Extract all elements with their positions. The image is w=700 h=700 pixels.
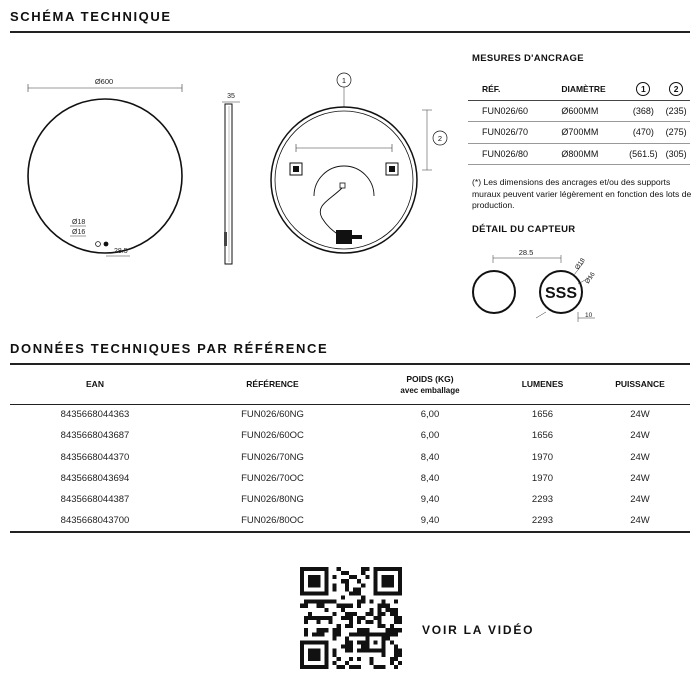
cell-lumens: 1656 bbox=[531, 430, 554, 442]
cell-power: 24W bbox=[630, 451, 650, 463]
cell-ref: FUN026/80OC bbox=[180, 510, 365, 531]
tech-rule bbox=[10, 363, 690, 365]
anchor-dim-2: (235) bbox=[662, 100, 690, 122]
cell-weight: 8,40 bbox=[420, 451, 440, 463]
anchor-ref: FUN026/60 bbox=[468, 100, 547, 122]
rear-view bbox=[271, 73, 447, 253]
front-diameter-label: Ø600 bbox=[94, 77, 114, 86]
anchor-dim-2: (275) bbox=[662, 122, 690, 144]
sensor-ring bbox=[473, 271, 515, 313]
anchor-dim-1: (470) bbox=[625, 122, 663, 144]
col-ean: EAN bbox=[10, 366, 180, 404]
anchor-table bbox=[468, 78, 690, 165]
cell-ean: 8435668043687 bbox=[60, 430, 130, 442]
col-power: PUISSANCE bbox=[590, 366, 690, 404]
cell-ref: FUN026/80NG bbox=[241, 494, 304, 506]
side-view bbox=[222, 93, 240, 264]
anchor-title: MESURES D'ANCRAGE bbox=[472, 53, 584, 64]
sensor-d18-label: Ø18 bbox=[573, 257, 587, 272]
sensor-title: DÉTAIL DU CAPTEUR bbox=[472, 224, 576, 235]
cell-lumens: 2293 bbox=[531, 494, 554, 506]
tech-table bbox=[10, 366, 690, 533]
marker-1-badge: 1 bbox=[636, 82, 650, 96]
table-row bbox=[10, 447, 690, 468]
anchor-ref: FUN026/80 bbox=[468, 143, 547, 165]
cell-power: 24W bbox=[590, 510, 690, 531]
technical-drawing bbox=[0, 40, 460, 280]
marker-2-badge: 2 bbox=[669, 82, 683, 96]
schema-title: SCHÉMA TECHNIQUE bbox=[10, 9, 172, 24]
watch-video-link[interactable]: VOIR LA VIDÉO bbox=[422, 623, 535, 637]
cell-ref: FUN026/60NG bbox=[241, 409, 304, 421]
cell-ref: FUN026/60OC bbox=[241, 430, 304, 442]
cell-power: 24W bbox=[630, 430, 650, 442]
sensor-hole-1 bbox=[96, 242, 101, 247]
tech-title: DONNÉES TECHNIQUES PAR RÉFÉRENCE bbox=[10, 341, 329, 356]
front-view bbox=[28, 77, 182, 256]
anchor-ref: FUN026/70 bbox=[468, 122, 547, 144]
anchor-header-1 bbox=[625, 78, 663, 100]
cell-power: 24W bbox=[630, 473, 650, 485]
cell-lumens: 2293 bbox=[495, 510, 590, 531]
table-row bbox=[10, 468, 690, 489]
cell-ean: 8435668043694 bbox=[60, 473, 130, 485]
anchor-row bbox=[468, 100, 690, 122]
cell-ref: FUN026/70NG bbox=[241, 451, 304, 463]
cell-ean: 8435668044363 bbox=[60, 409, 130, 421]
qr-code-icon[interactable] bbox=[300, 567, 402, 669]
sensor-spacing-label: 28.5 bbox=[518, 248, 534, 257]
anchor-header-ref: RÉF. bbox=[468, 78, 547, 100]
table-row bbox=[10, 425, 690, 446]
hole-d18-label: Ø18 bbox=[72, 219, 86, 226]
cell-ean: 8435668044387 bbox=[60, 494, 130, 506]
anchor-diameter: Ø700MM bbox=[547, 122, 624, 144]
anchor-dim-1: (368) bbox=[625, 100, 663, 122]
anchor-header-2 bbox=[662, 78, 690, 100]
schema-rule bbox=[10, 31, 690, 33]
cell-weight: 6,00 bbox=[420, 409, 440, 421]
cell-ean: 8435668044370 bbox=[60, 451, 130, 463]
marker-1-label: 1 bbox=[341, 76, 347, 85]
anchor-diameter: Ø600MM bbox=[547, 100, 624, 122]
table-row bbox=[10, 489, 690, 510]
offset-label: 28.5 bbox=[114, 248, 128, 255]
table-row bbox=[10, 404, 690, 425]
sensor-hole-2 bbox=[104, 242, 109, 247]
col-weight-sub: avec emballage bbox=[400, 385, 460, 395]
cell-weight: 9,40 bbox=[365, 510, 495, 531]
cell-ean: 8435668043700 bbox=[10, 510, 180, 531]
cell-ref: FUN026/70OC bbox=[241, 473, 304, 485]
sensor-d10-label: 10 bbox=[585, 312, 593, 319]
cell-lumens: 1970 bbox=[531, 451, 554, 463]
cell-lumens: 1656 bbox=[531, 409, 554, 421]
cell-weight: 8,40 bbox=[420, 473, 440, 485]
anchor-row bbox=[468, 143, 690, 165]
sensor-diagram bbox=[460, 240, 690, 330]
anchor-diameter: Ø800MM bbox=[547, 143, 624, 165]
sensor-symbol: SSS bbox=[544, 285, 578, 302]
sensor-d16-label: Ø16 bbox=[583, 271, 597, 286]
table-row bbox=[10, 510, 690, 531]
anchor-header-diameter: DIAMÈTRE bbox=[547, 78, 624, 100]
col-ref: RÉFÉRENCE bbox=[180, 366, 365, 404]
cell-weight: 6,00 bbox=[420, 430, 440, 442]
anchor-note: (*) Les dimensions des ancrages et/ou des supports muraux peuvent varier légèrement en fonction des lots de production. bbox=[472, 177, 692, 210]
anchor-dim-2: (305) bbox=[662, 143, 690, 165]
cell-lumens: 1970 bbox=[531, 473, 554, 485]
cell-power: 24W bbox=[630, 494, 650, 506]
hole-d16-label: Ø16 bbox=[72, 229, 86, 236]
cell-weight: 9,40 bbox=[420, 494, 440, 506]
col-lumens: LUMENES bbox=[495, 366, 590, 404]
anchor-dim-1: (561.5) bbox=[625, 143, 663, 165]
col-weight-label: POIDS (KG) bbox=[406, 373, 454, 384]
cell-power: 24W bbox=[630, 409, 650, 421]
col-weight bbox=[365, 366, 495, 404]
marker-2-label: 2 bbox=[437, 134, 443, 143]
depth-label: 35 bbox=[227, 93, 235, 100]
anchor-row bbox=[468, 122, 690, 144]
